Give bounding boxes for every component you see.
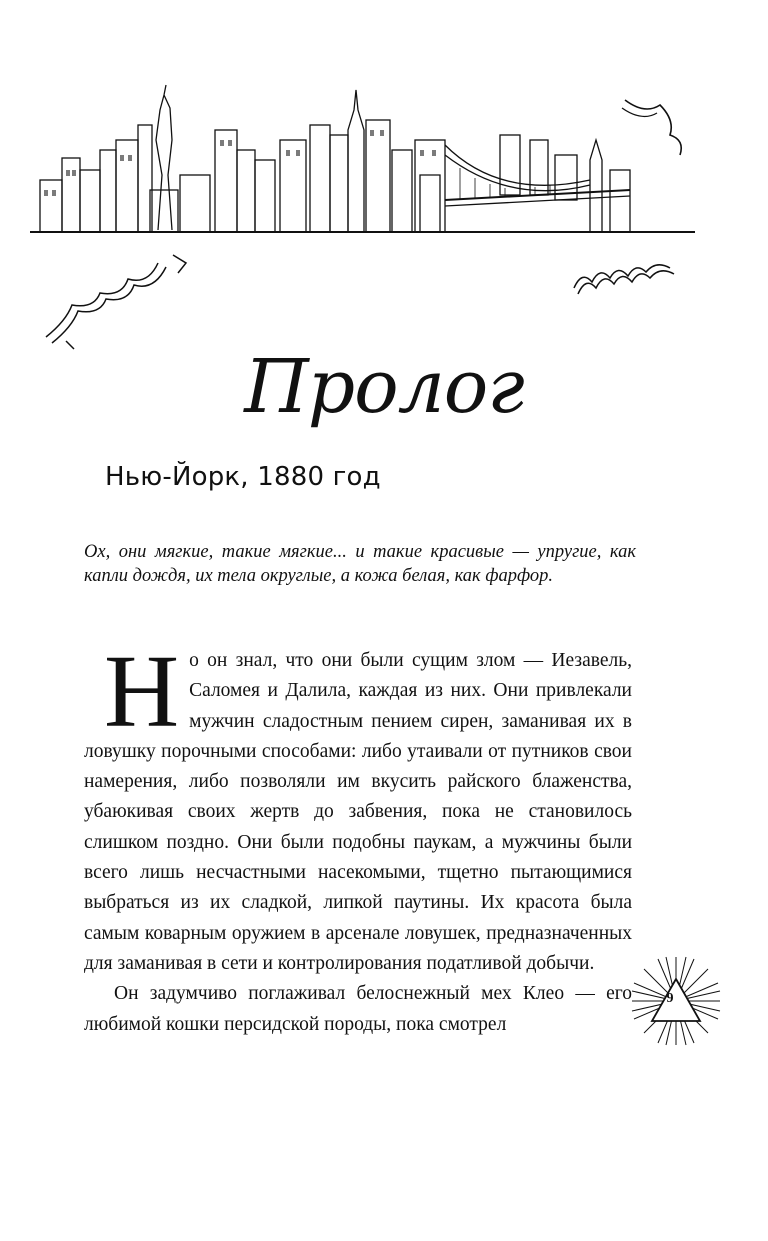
place-date: Нью-Йорк, 1880 год xyxy=(105,462,381,492)
city-skyline-illustration xyxy=(30,80,695,240)
ribbon-decoration-right xyxy=(570,260,680,300)
ribbon-decoration-left xyxy=(38,245,198,355)
paragraph-1 xyxy=(84,634,632,979)
epigraph: Ох, они мягкие, такие мягкие... и такие красивые — упругие, как капли дождя, их тела округлые, а кожа белая, как фарфор. xyxy=(84,542,636,586)
body-text xyxy=(84,634,632,1040)
chapter-title: Пролог xyxy=(244,344,524,430)
drop-cap: Н xyxy=(104,634,180,749)
paragraph-1-text: о он знал, что они были сущим злом — Иезавель, Саломея и Далила, каждая из них. Они привлекали мужчин сладостным пением сирен, заманивая их в ловушку порочными способами: либо утаивали от путников свои намерения, либо позволяли им вкусить райского блаженства, убаюкивая своих жертв до забвения, пока не становилось слишком поздно. Они были подобны паукам, а мужчины были всего лишь несчастными насекомыми, тщетно пытающимися выбраться из их сладкой, липкой паутины. Их красота была самым коварным оружием в арсенале ловушек, предназначенных для заманивая в сети и контролирования податливой добычи. xyxy=(84,650,632,974)
page-number: 9 xyxy=(666,991,674,1006)
paragraph-2: Он задумчиво поглаживал белоснежный мех Клео — его любимой кошки персидской породы, пока смотрел xyxy=(84,983,632,1035)
